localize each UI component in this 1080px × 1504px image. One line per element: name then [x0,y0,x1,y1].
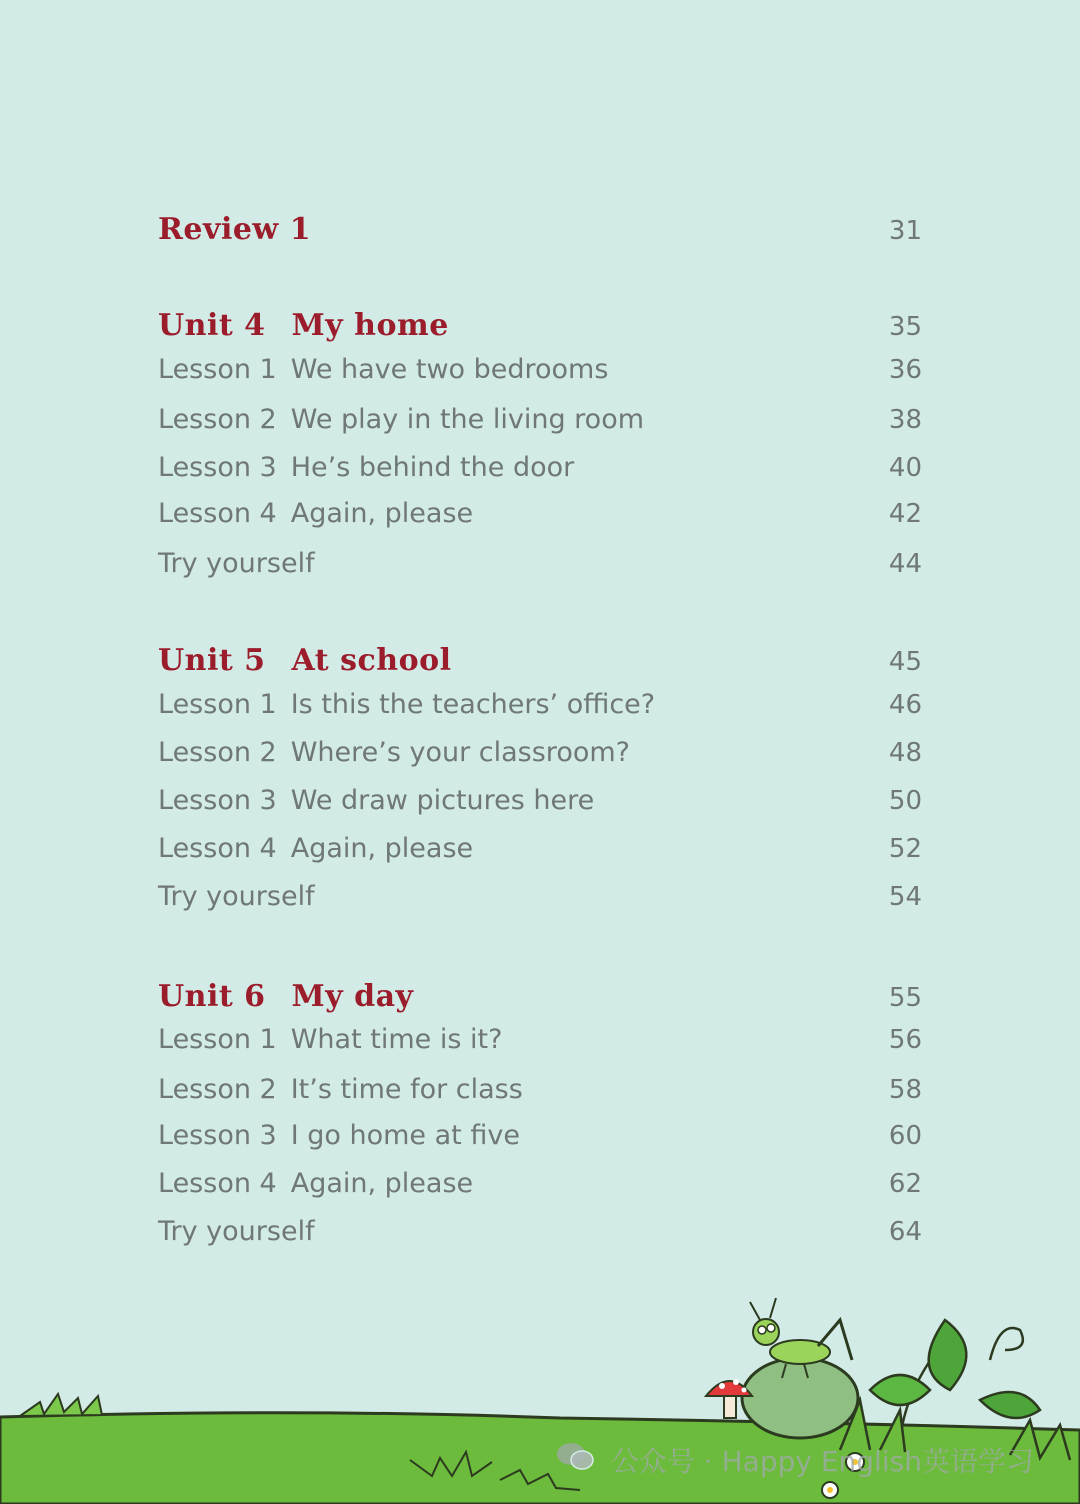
lesson-number: Lesson 1 [158,354,277,385]
lesson-number: Lesson 4 [158,498,277,529]
lesson-page: 42 [888,499,922,529]
lesson-number: Lesson 1 [158,1024,277,1055]
lesson-title: Is this the teachers’ office? [290,689,656,720]
lesson-title: I go home at five [290,1120,520,1151]
lesson-title: It’s time for class [290,1074,523,1105]
lesson-page: 56 [888,1025,922,1055]
lesson-title: Try yourself [158,881,315,912]
lesson-page: 44 [888,549,922,579]
unit-page: 45 [888,647,922,677]
lesson-title: Try yourself [158,1216,315,1247]
toc-entry[interactable] [158,1074,922,1105]
toc-entry[interactable] [158,1168,922,1199]
lesson-page: 52 [888,834,922,864]
toc-unit-5[interactable] [158,643,922,678]
toc-unit-4[interactable] [158,308,922,343]
lesson-number: Lesson 2 [158,404,277,435]
grass-tuft-left [20,1394,102,1416]
toc-entry[interactable] [158,404,922,435]
lesson-page: 48 [888,738,922,768]
lesson-title: We play in the living room [290,404,645,435]
toc-entry[interactable] [158,833,922,864]
lesson-number: Lesson 3 [158,785,277,816]
lesson-number: Lesson 1 [158,689,277,720]
unit-number: Unit 5 [158,643,266,678]
lesson-page: 36 [888,355,922,385]
unit-title: My home [291,308,449,343]
toc-entry[interactable] [158,354,922,385]
toc-unit-6[interactable] [158,979,922,1014]
unit-page: 55 [888,983,922,1013]
lesson-number: Lesson 4 [158,1168,277,1199]
lesson-page: 60 [888,1121,922,1151]
unit-title: At school [291,643,452,678]
toc-entry[interactable] [158,881,922,912]
wechat-icon [556,1441,594,1478]
unit-number: Unit 6 [158,979,266,1014]
lesson-page: 64 [888,1217,922,1247]
toc-entry[interactable] [158,1120,922,1151]
toc-entry[interactable] [158,689,922,720]
lesson-number: Lesson 2 [158,1074,277,1105]
lesson-title: Where’s your classroom? [290,737,630,768]
lesson-page: 38 [888,405,922,435]
review-page: 31 [888,216,922,246]
toc-entry[interactable] [158,1216,922,1247]
unit-page: 35 [888,312,922,342]
lesson-title: Again, please [290,833,474,864]
watermark-text: 公众号 · Happy English英语学习 [610,1445,1034,1478]
lesson-page: 54 [888,882,922,912]
lesson-title: What time is it? [290,1024,503,1055]
lesson-page: 62 [888,1169,922,1199]
lesson-title: He’s behind the door [290,452,575,483]
lesson-title: We have two bedrooms [290,354,609,385]
lesson-title: Again, please [290,1168,474,1199]
lesson-page: 40 [888,453,922,483]
toc-entry[interactable] [158,785,922,816]
watermark [556,1440,1034,1480]
toc-entry[interactable] [158,548,922,579]
toc-entry[interactable] [158,737,922,768]
lesson-number: Lesson 4 [158,833,277,864]
lesson-number: Lesson 3 [158,452,277,483]
toc-entry[interactable] [158,498,922,529]
rock-illustration [742,1358,858,1438]
lesson-page: 50 [888,786,922,816]
toc-entry[interactable] [158,1024,922,1055]
lesson-number: Lesson 2 [158,737,277,768]
review-title: Review 1 [158,212,312,247]
toc-review[interactable] [158,212,922,247]
unit-title: My day [291,979,414,1014]
lesson-title: Try yourself [158,548,315,579]
unit-number: Unit 4 [158,308,266,343]
lesson-title: Again, please [290,498,474,529]
lesson-number: Lesson 3 [158,1120,277,1151]
lesson-title: We draw pictures here [290,785,595,816]
toc-entry[interactable] [158,452,922,483]
lesson-page: 58 [888,1075,922,1105]
lesson-page: 46 [888,690,922,720]
